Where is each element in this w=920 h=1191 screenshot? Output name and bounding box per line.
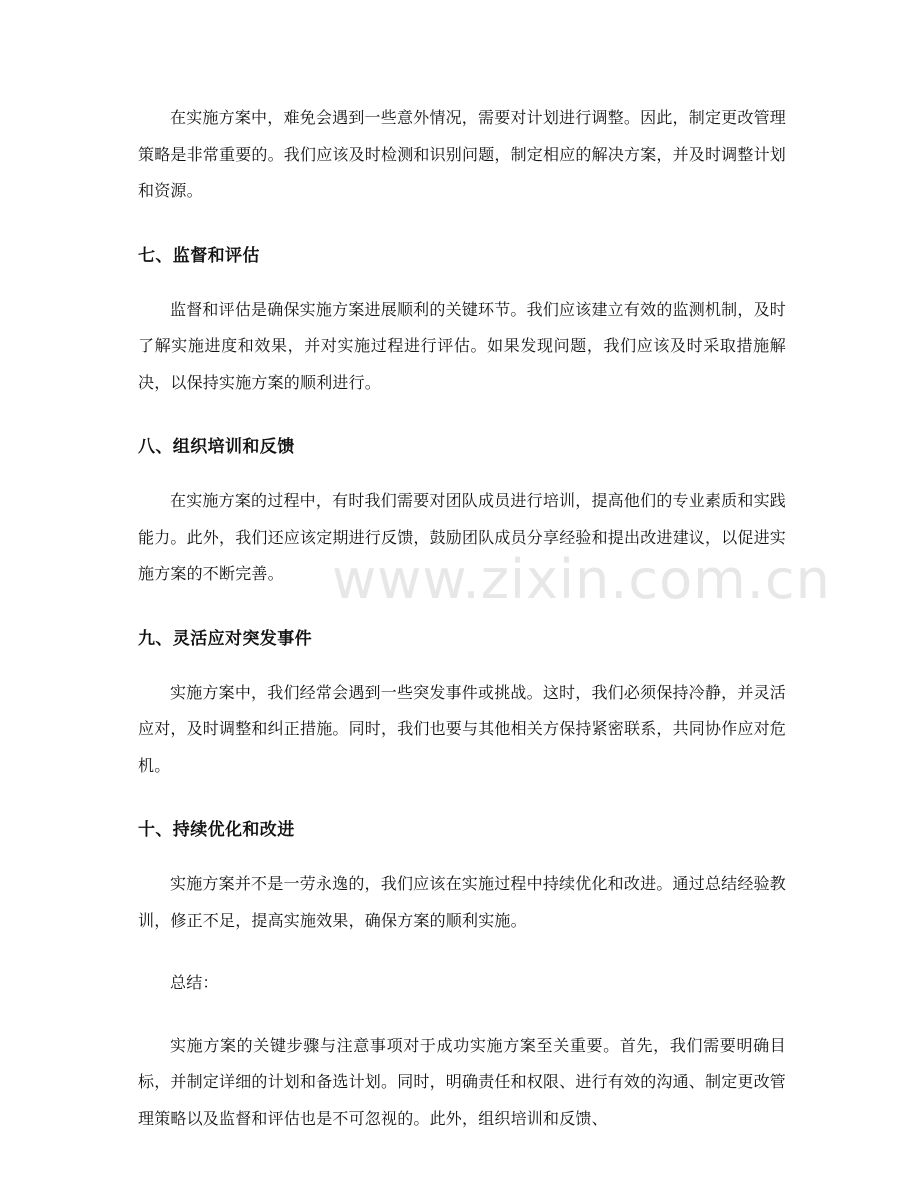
- section-heading-7: 七、监督和评估: [138, 245, 260, 266]
- watermark-text: www.zixin.com.cn: [332, 548, 831, 611]
- intro-paragraph: 在实施方案中，难免会遇到一些意外情况，需要对计划进行调整。因此，制定更改管理策略是非常重要的。我们应该及时检测和识别问题，制定相应的解决方案，并及时调整计划和资源。: [138, 108, 787, 200]
- section-body-9: 实施方案中，我们经常会遇到一些突发事件或挑战。这时，我们必须保持冷静，并灵活应对，及时调整和纠正措施。同时，我们也要与其他相关方保持紧密联系，共同协作应对危机。: [138, 682, 787, 775]
- section-body-10: 实施方案并不是一劳永逸的，我们应该在实施过程中持续优化和改进。通过总结经验教训，修正不足，提高实施效果，确保方案的顺利实施。: [138, 874, 786, 930]
- section-body-7: 监督和评估是确保实施方案进展顺利的关键环节。我们应该建立有效的监测机制，及时了解实施进度和效果，并对实施过程进行评估。如果发现问题，我们应该及时采取措施解决，以保持实施方案的顺利进行。: [138, 299, 786, 392]
- section-heading-10: 十、持续优化和改进: [138, 820, 295, 840]
- document-page: [138, 100, 786, 1137]
- section-heading-9: 九、灵活应对突发事件: [138, 628, 312, 649]
- summary-body: 实施方案的关键步骤与注意事项对于成功实施方案至关重要。首先，我们需要明确目标，并制定详细的计划和备选计划。同时，明确责任和权限、进行有效的沟通、制定更改管理策略以及监督和评估也是不可忽视的。此外，组织培训和反馈、: [138, 1035, 787, 1128]
- section-body-8: 在实施方案的过程中，有时我们需要对团队成员进行培训，提高他们的专业素质和实践能力。此外，我们还应该定期进行反馈，鼓励团队成员分享经验和提出改进建议，以促进实施方案的不断完善。: [138, 491, 787, 583]
- section-heading-8: 八、组织培训和反馈: [138, 437, 295, 457]
- summary-label: 总结：: [170, 973, 219, 992]
